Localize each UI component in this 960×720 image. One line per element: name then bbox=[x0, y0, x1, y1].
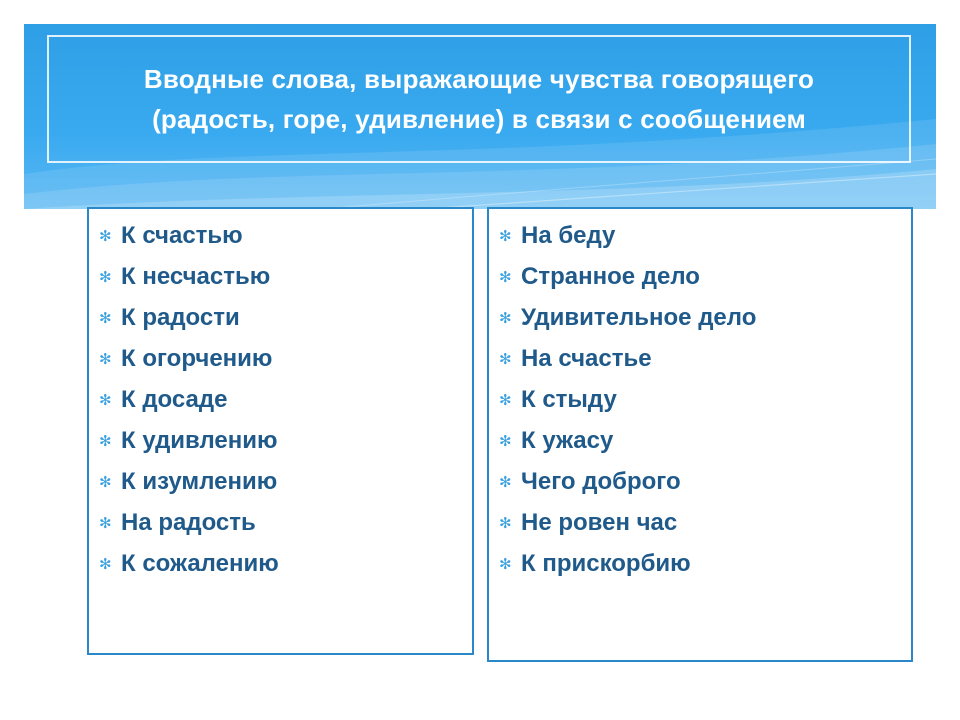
list-item-text: К досаде bbox=[121, 385, 228, 413]
list-item-text: К сожалению bbox=[121, 549, 279, 577]
asterisk-bullet-icon: ✻ bbox=[499, 513, 512, 532]
list-item bbox=[97, 256, 472, 297]
list-item bbox=[497, 379, 911, 420]
asterisk-bullet-icon: ✻ bbox=[499, 554, 512, 573]
list-item bbox=[497, 338, 911, 379]
list-item-text: Странное дело bbox=[521, 262, 700, 290]
asterisk-bullet-icon: ✻ bbox=[499, 349, 512, 368]
asterisk-bullet-icon: ✻ bbox=[499, 472, 512, 491]
list-item bbox=[497, 502, 911, 543]
asterisk-bullet-icon: ✻ bbox=[99, 431, 112, 450]
asterisk-bullet-icon: ✻ bbox=[99, 349, 112, 368]
list-item-text: К несчастью bbox=[121, 262, 271, 290]
list-item bbox=[97, 297, 472, 338]
asterisk-bullet-icon: ✻ bbox=[99, 226, 112, 245]
asterisk-bullet-icon: ✻ bbox=[99, 472, 112, 491]
list-item-text: На беду bbox=[521, 221, 616, 249]
list-item-text: К радости bbox=[121, 303, 240, 331]
list-item-text: К ужасу bbox=[521, 426, 614, 454]
title-line-1: Вводные слова, выражающие чувства говорящего bbox=[143, 64, 815, 94]
right-list bbox=[489, 209, 911, 584]
list-item-text: К огорчению bbox=[121, 344, 273, 372]
list-item-text: К прискорбию bbox=[521, 549, 691, 577]
list-item-text: На радость bbox=[121, 508, 256, 536]
list-item bbox=[97, 502, 472, 543]
list-item-text: К стыду bbox=[521, 385, 617, 413]
list-item-text: К счастью bbox=[121, 221, 243, 249]
title-line-2: (радость, горе, удивление) в связи с сообщением bbox=[152, 104, 806, 134]
asterisk-bullet-icon: ✻ bbox=[499, 308, 512, 327]
list-item bbox=[97, 420, 472, 461]
asterisk-bullet-icon: ✻ bbox=[499, 390, 512, 409]
asterisk-bullet-icon: ✻ bbox=[499, 267, 512, 286]
asterisk-bullet-icon: ✻ bbox=[99, 267, 112, 286]
asterisk-bullet-icon: ✻ bbox=[99, 513, 112, 532]
list-item bbox=[97, 379, 472, 420]
list-item bbox=[497, 297, 911, 338]
list-item bbox=[97, 215, 472, 256]
list-item-text: Удивительное дело bbox=[521, 303, 757, 331]
list-item-text: К изумлению bbox=[121, 467, 278, 495]
asterisk-bullet-icon: ✻ bbox=[99, 554, 112, 573]
list-item bbox=[97, 543, 472, 584]
asterisk-bullet-icon: ✻ bbox=[499, 226, 512, 245]
list-item-text: Не ровен час bbox=[521, 508, 678, 536]
left-list bbox=[89, 209, 472, 584]
list-item bbox=[497, 256, 911, 297]
list-item bbox=[497, 461, 911, 502]
list-item bbox=[497, 543, 911, 584]
asterisk-bullet-icon: ✻ bbox=[99, 390, 112, 409]
list-item bbox=[497, 215, 911, 256]
list-item bbox=[497, 420, 911, 461]
list-item-text: На счастье bbox=[521, 344, 652, 372]
list-item-text: К удивлению bbox=[121, 426, 278, 454]
title-frame bbox=[47, 35, 911, 163]
list-item bbox=[97, 461, 472, 502]
slide-title bbox=[144, 59, 814, 139]
left-column bbox=[87, 207, 474, 655]
right-column bbox=[487, 207, 913, 662]
list-item bbox=[97, 338, 472, 379]
list-item-text: Чего доброго bbox=[521, 467, 681, 495]
asterisk-bullet-icon: ✻ bbox=[499, 431, 512, 450]
asterisk-bullet-icon: ✻ bbox=[99, 308, 112, 327]
